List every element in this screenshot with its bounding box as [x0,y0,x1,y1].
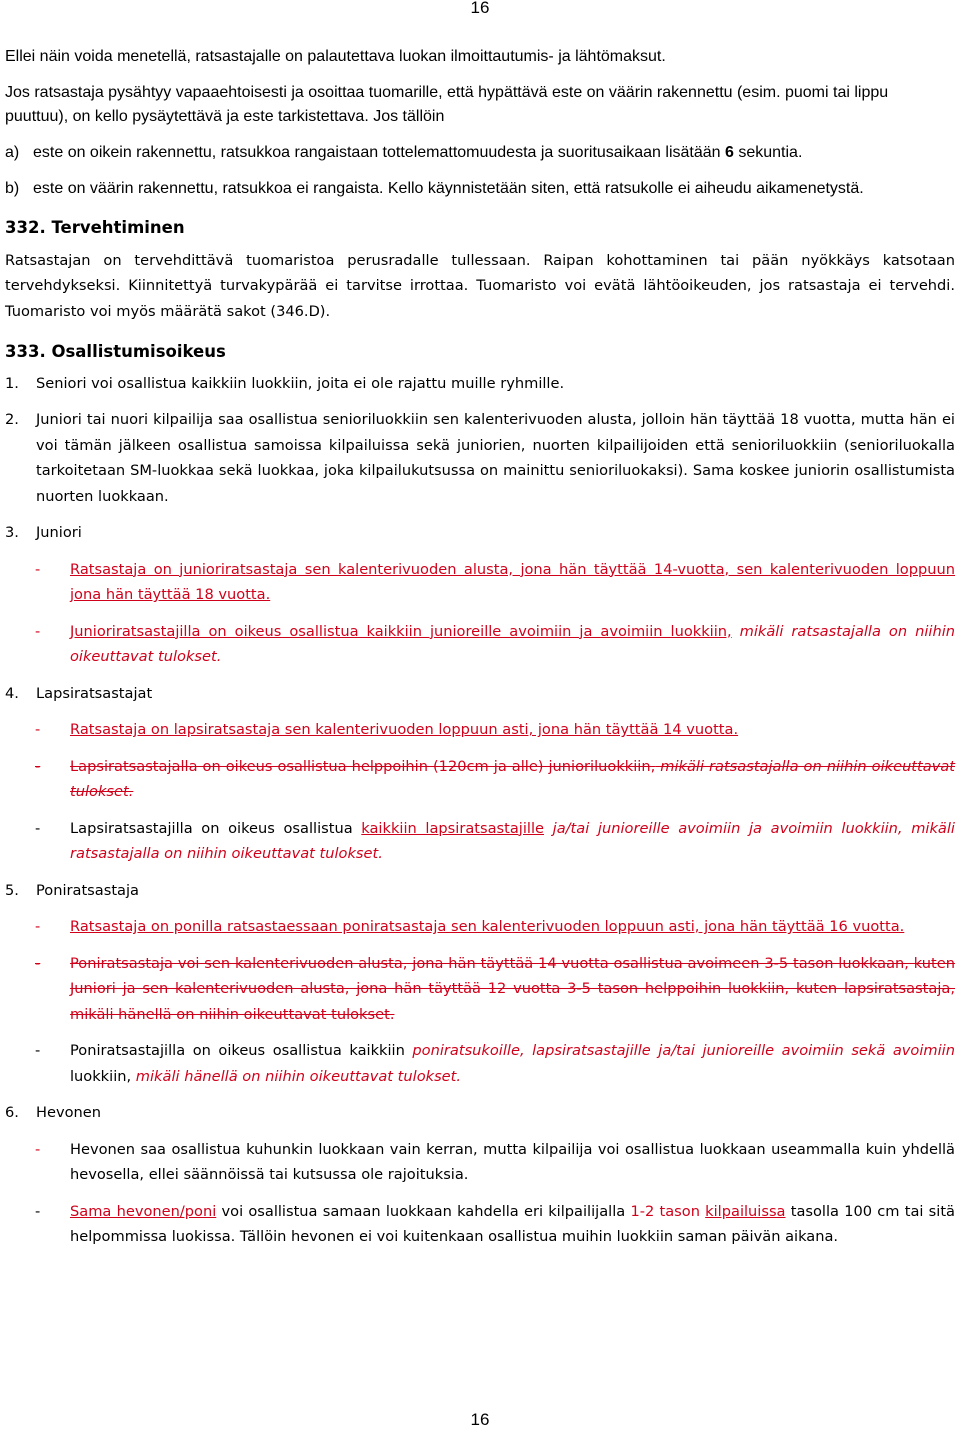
dash-bullet: - [35,1042,41,1059]
hevonen-rule-2-plain: voi osallistua samaan luokkaan kahdella eri kilpailijalla [216,1202,631,1220]
list-item-1-text: Seniori voi osallistua kaikkiin luokkiin, joita ei ole rajattu muille ryhmille. [36,374,565,392]
poni-rule-1-text: Ratsastaja on ponilla ratsastaessaan poniratsastaja sen kalenterivuoden loppuun asti, jona hän täyttää 16 vuotta. [70,918,905,935]
list-item-5 [5,878,955,904]
dash-bullet: - [35,721,41,738]
list-item-4 [5,681,955,707]
list-item-6-number: 6. [5,1104,19,1121]
juniori-rule-2-text [70,619,955,670]
poni-rule-3-italic: poniratsukoille, lapsiratsastajille ja/tai junioreille avoimiin sekä avoimiin [412,1042,955,1059]
list-item-6-text: Hevonen [36,1104,101,1121]
heading-332: 332. Tervehtiminen [5,218,185,237]
lapsi-rule-2-struck-italic: mikäli ratsastajalla on niihin oikeuttavat tulokset. [70,757,956,800]
list-item-4-number: 4. [5,684,19,702]
hevonen-rule-2-text [70,1199,955,1250]
poni-rule-3 [5,1038,955,1089]
page-number-top: 16 [470,0,490,17]
paragraph-332: Ratsastajan on tervehdittävä tuomaristoa perusradalle tullessaan. Raipan kohottaminen tai pään nyökkäys katsotaan tervehdykseksi. Kiinnitettyä turvakypärää ei tarvitse irrottaa. Tuomaristo voi evätä lähtöoikeuden, jos ratsastaja ei tervehdi. Tuomaristo voi myös määrätä sakot (346.D). [5,251,955,320]
list-item-5-text: Poniratsastaja [36,881,139,899]
item-a-text [33,141,955,165]
dash-bullet: - [35,1202,41,1220]
poni-rule-3-plain: Poniratsastajilla on oikeus osallistua kaikkiin [70,1042,413,1059]
juniori-rule-1 [5,557,955,608]
poni-rule-1 [5,914,955,940]
lapsi-rule-3-text [70,816,955,867]
lapsi-rule-2-text [70,754,955,805]
hevonen-rule-1 [5,1137,955,1188]
paragraph-fees: Ellei näin voida menetellä, ratsastajalle on palautettava luokan ilmoittautumis- ja lähtömaksut. [5,48,666,65]
juniori-rule-1-text: Ratsastaja on junioriratsastaja sen kalenterivuoden alusta, jona hän täyttää 14-vuotta, sen kalenterivuoden loppuun jona hän täyttää 18 vuotta. [70,560,955,603]
item-a-text-2: sekuntia. [738,144,803,161]
lapsi-rule-3-italic: ja/tai junioreille avoimiin ja avoimiin luokkiin, mikäli ratsastajalla on niihin oikeuttavat tulokset. [70,819,955,862]
item-b-text: este on väärin rakennettu, ratsukkoa ei rangaista. Kello käynnistetään siten, että ratsukolle ei aiheudu aikamenetystä. [33,180,864,197]
lapsi-rule-3-underlined: kaikkiin lapsiratsastajille [361,819,544,837]
poni-rule-3-plain-2: luokkiin, [70,1067,136,1085]
dash-bullet: - [35,560,41,578]
poni-rule-2-deleted [5,951,955,1028]
hevonen-rule-2-red-underlined: kilpailuissa [705,1202,786,1220]
hevonen-rule-2 [5,1199,955,1250]
poni-rule-3-italic-2: mikäli hänellä on niihin oikeuttavat tulokset. [135,1067,462,1085]
list-item-3-text: Juniori [36,524,82,541]
hevonen-rule-2-underlined: Sama hevonen/poni [70,1202,217,1220]
item-b-label: b) [5,180,20,197]
hevonen-rule-2-plain-2: tasolla 100 cm tai sitä helpommissa luokissa. Tällöin hevonen ei voi kuitenkaan osallistua muihin luokkiin saman päivän aikana. [70,1202,956,1245]
lapsi-rule-1 [5,717,955,743]
item-a [5,141,955,165]
juniori-rule-2-underlined: Junioriratsastajilla on oikeus osallistua kaikkiin junioreille avoimiin ja avoimiin luokkiin, [70,622,732,640]
page-number-bottom: 16 [470,1410,490,1429]
dash-bullet: - [35,757,41,775]
paragraph-obstacle-check: Jos ratsastaja pysähtyy vapaaehtoisesti ja osoittaa tuomarille, että hypättävä este on väärin rakennettu (esim. puomi tai lippu puuttuu), on kello pysäytettävä ja este tarkistettava. Jos tällöin [5,84,889,125]
lapsi-rule-3 [5,816,955,867]
hevonen-rule-1-text: Hevonen saa osallistua kuhunkin luokkaan vain kerran, mutta kilpailija voi osallistua luokkaan useammalla kuin yhdellä hevosella, ellei säännöissä tai kutsussa ole rajoituksia. [70,1140,955,1183]
dash-bullet: - [35,918,41,935]
document-body [5,45,955,1261]
juniori-rule-2 [5,619,955,670]
lapsi-rule-2-deleted [5,754,955,805]
juniori-rule-2-italic: mikäli ratsastajalla on niihin oikeuttavat tulokset. [70,622,955,665]
dash-bullet: - [35,954,41,972]
lapsi-rule-1-text: Ratsastaja on lapsiratsastaja sen kalenterivuoden loppuun asti, jona hän täyttää 14 vuotta. [70,721,739,738]
list-item-1-number: 1. [5,374,19,392]
item-a-bold-value: 6 [724,144,734,161]
list-item-3-number: 3. [5,524,19,541]
poni-rule-2-text: Poniratsastaja voi sen kalenterivuoden alusta, jona hän täyttää 14 vuotta osallistua avoimeen 3-5 tason luokkaan, kuten Juniori ja sen kalenterivuoden alusta, jona hän täyttää 12 vuotta 3-5 tason helppoihin luokkiin, kuten lapsiratsastaja, mikäli hänellä on niihin oikeuttavat tulokset. [70,954,955,1023]
hevonen-rule-2-red: 1-2 tason [630,1202,706,1220]
list-item-2-number: 2. [5,411,19,428]
item-a-text-1: este on oikein rakennettu, ratsukkoa rangaistaan tottelemattomuudesta ja suoritusaikaan lisätään [33,144,721,161]
list-item-6 [5,1100,955,1126]
item-a-label: a) [5,144,20,161]
list-item-4-text: Lapsiratsastajat [36,684,153,702]
lapsi-rule-2-struck: Lapsiratsastajalla on oikeus osallistua helppoihin (120cm ja alle) junioriluokkiin, [70,757,656,775]
list-item-2 [5,407,955,509]
poni-rule-3-text [70,1038,955,1089]
lapsi-rule-3-plain: Lapsiratsastajilla on oikeus osallistua [70,819,362,837]
dash-bullet: - [35,819,41,837]
dash-bullet: - [35,1140,41,1158]
list-item-2-text: Juniori tai nuori kilpailija saa osallistua senioriluokkiin sen kalenterivuoden alusta, jolloin hän täyttää 18 vuotta, mutta hän ei voi tämän jälkeen osallistua samoissa kilpailuissa sekä juniorien, nuorten kilpailijoiden että senioriluokkiin (senioriluokalla tarkoitetaan SM-luokkaa sekä luokkaa, joka kilpailukutsussa on mainittu senioriluokaksi). Sama koskee juniorin osallistumista nuorten luokkaan. [36,411,955,505]
list-item-5-number: 5. [5,881,19,899]
heading-333: 333. Osallistumisoikeus [5,342,226,361]
item-b [5,177,955,201]
dash-bullet: - [35,622,41,640]
list-item-1 [5,371,955,397]
list-item-3 [5,520,955,546]
